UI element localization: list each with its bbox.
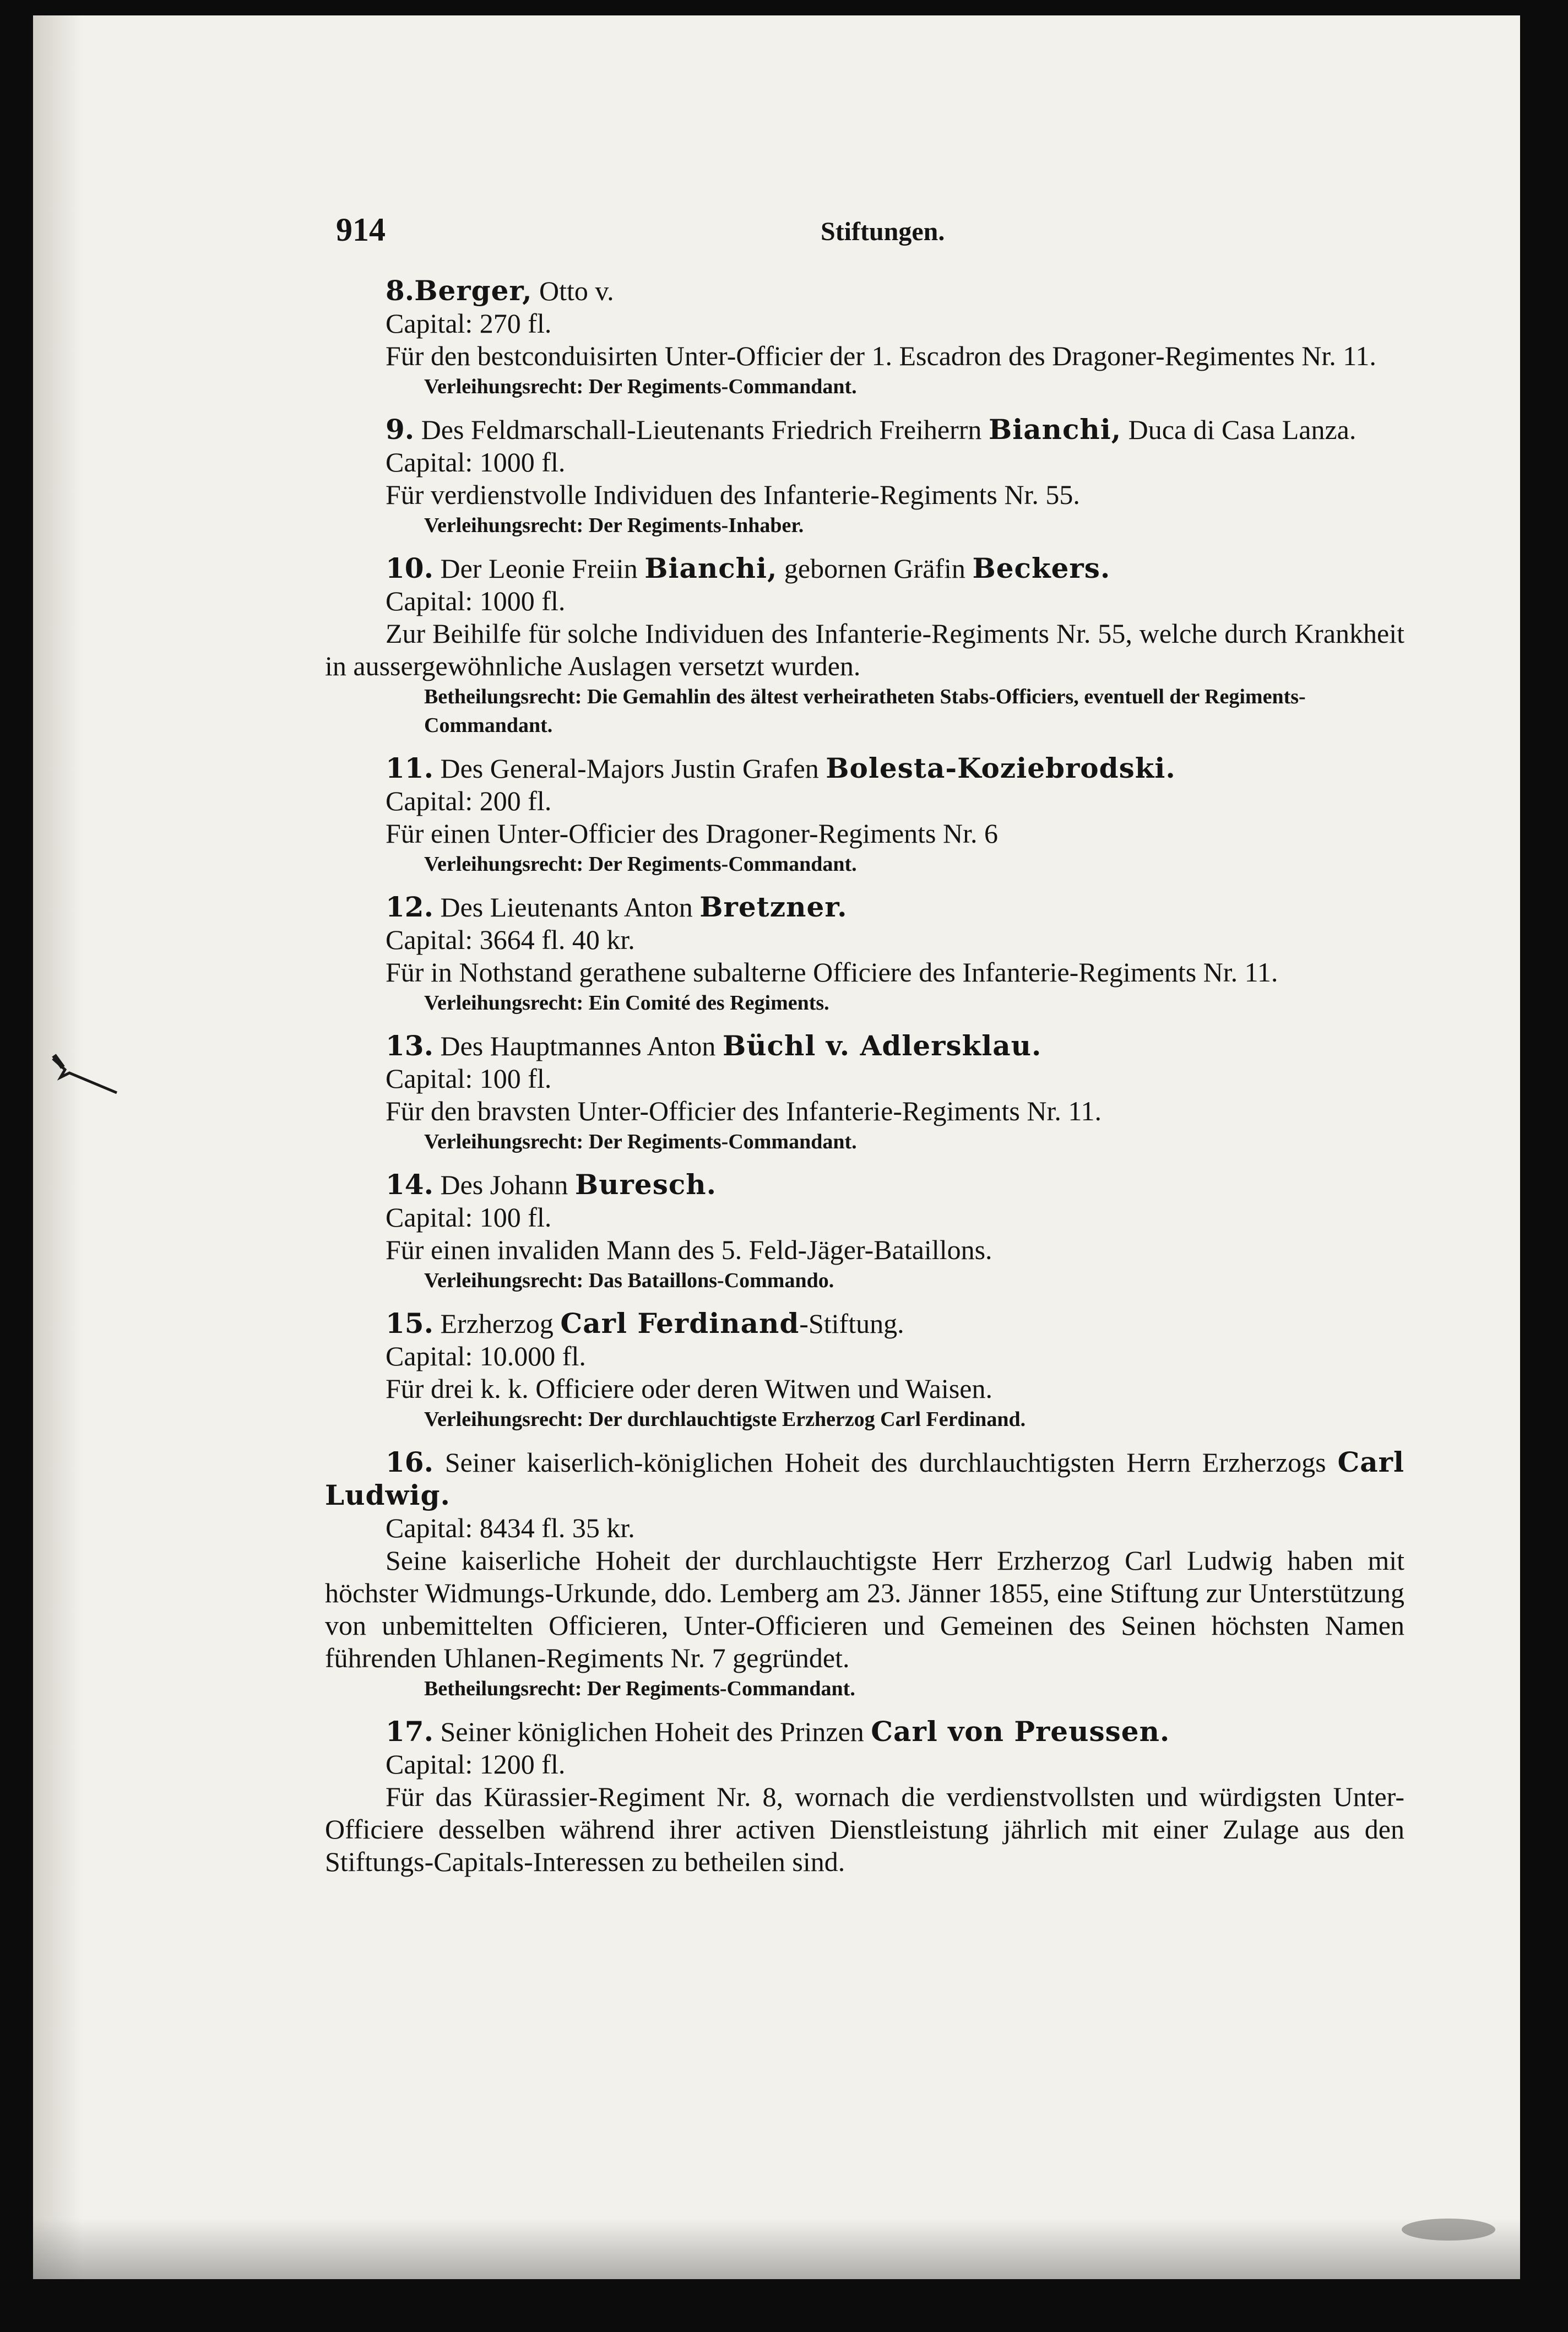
entry-number: 16.	[386, 1446, 433, 1478]
entry-number: 17.	[386, 1715, 433, 1748]
entry-title	[325, 752, 1404, 785]
capital-line: Capital: 200 fl.	[386, 785, 552, 816]
award-right-label: Verleihungsrecht:	[424, 1408, 584, 1431]
award-right-label: Verleihungsrecht:	[424, 375, 584, 398]
award-right-label: Verleihungsrecht:	[424, 853, 584, 876]
award-right-label: Verleihungsrecht:	[424, 1269, 584, 1292]
award-right-label: Betheilungsrecht:	[424, 1677, 582, 1700]
award-right-line	[325, 850, 1404, 878]
foundation-entry	[325, 752, 1404, 878]
entry-number: 10.	[386, 552, 433, 584]
award-right-holder: Der Regiments-Inhaber.	[583, 514, 804, 537]
entry-description: Für in Nothstand gerathene subalterne Officiere des Infanterie-Regiments Nr. 11.	[386, 957, 1278, 988]
entry-description: Für drei k. k. Officiere oder deren Witwen und Waisen.	[386, 1373, 992, 1404]
award-right-label: Verleihungsrecht:	[424, 1130, 584, 1153]
foundation-entry	[325, 1446, 1404, 1703]
title-text: Des General-Majors Justin Grafen	[433, 753, 826, 784]
entry-description: Seine kaiserliche Hoheit der durchlauchtigste Herr Erzherzog Carl Ludwig haben mit höchster Widmungs-Urkunde, ddo. Lemberg am 23. Jänner 1855, eine Stiftung zur Unterstützung von unbemittelten Officieren, Unter-Officieren und Gemeinen des Seinen höchsten Namen führenden Uhlanen-Regiments Nr. 7 gegründet.	[325, 1545, 1404, 1673]
foundation-list	[325, 274, 1404, 1890]
founder-name: Beckers.	[972, 552, 1111, 584]
capital-line: Capital: 1000 fl.	[386, 447, 566, 478]
founder-name: Bianchi,	[988, 413, 1122, 446]
entry-number: 13.	[386, 1029, 433, 1062]
entry-title	[325, 1715, 1404, 1748]
founder-name: Bianchi,	[644, 552, 778, 584]
capital-line: Capital: 100 fl.	[386, 1063, 552, 1094]
award-right-label: Verleihungsrecht:	[424, 514, 584, 537]
foundation-entry	[325, 1029, 1404, 1156]
capital-line: Capital: 10.000 fl.	[386, 1341, 586, 1371]
award-right-line	[325, 1127, 1404, 1156]
entry-title	[325, 552, 1404, 585]
entry-description: Für einen Unter-Officier des Dragoner-Regiments Nr. 6	[386, 818, 999, 849]
founder-name: Berger,	[414, 274, 533, 307]
entry-description: Für das Kürassier-Regiment Nr. 8, wornach die verdienstvollsten und würdigsten Unter-Officiere desselben während ihrer activen Dienstleistung jährlich mit einer Zulage aus den Stiftungs-Capitals-Interessen zu betheilen sind.	[325, 1781, 1404, 1877]
award-right-holder: Der durchlauchtigste Erzherzog Carl Ferdinand.	[583, 1408, 1026, 1431]
entry-number: 12.	[386, 891, 433, 923]
founder-name: Carl von Preussen.	[871, 1715, 1170, 1748]
page-number: 914	[336, 211, 386, 248]
award-right-holder: Das Bataillons-Commando.	[583, 1269, 834, 1292]
award-right-holder: Der Regiments-Commandant.	[583, 375, 857, 398]
title-text: Des Feldmarschall-Lieutenants Friedrich Freiherrn	[414, 414, 989, 445]
foundation-entry	[325, 552, 1404, 740]
entry-title	[325, 1446, 1404, 1512]
award-right-line	[325, 372, 1404, 401]
title-text: gebornen Gräfin	[777, 553, 973, 584]
book-page	[33, 15, 1520, 2279]
capital-line: Capital: 1200 fl.	[386, 1749, 566, 1780]
award-right-line	[325, 1674, 1404, 1703]
founder-name: Büchl v. Adlersklau.	[722, 1029, 1042, 1062]
foundation-entry	[325, 1307, 1404, 1434]
running-title: Stiftungen.	[821, 217, 945, 246]
award-right-line	[325, 682, 1404, 740]
title-text: -Stiftung.	[799, 1308, 904, 1339]
award-right-holder: Ein Comité des Regiments.	[583, 991, 829, 1015]
foundation-entry	[325, 1168, 1404, 1295]
entry-number: 14.	[386, 1168, 433, 1201]
entry-description: Für verdienstvolle Individuen des Infanterie-Regiments Nr. 55.	[386, 479, 1080, 510]
entry-description: Zur Beihilfe für solche Individuen des Infanterie-Regiments Nr. 55, welche durch Krankheit in aussergewöhnliche Auslagen versetzt wurden.	[325, 618, 1404, 681]
entry-number: 9.	[386, 413, 415, 446]
entry-title	[325, 1168, 1404, 1201]
title-text: Erzherzog	[433, 1308, 561, 1339]
entry-title	[325, 1029, 1404, 1062]
entry-title	[325, 1307, 1404, 1340]
running-head	[336, 211, 1399, 255]
award-right-line	[325, 989, 1404, 1017]
entry-title	[325, 413, 1404, 446]
founder-name: Carl Ferdinand	[560, 1307, 800, 1339]
title-text: Des Johann	[433, 1169, 575, 1200]
award-right-holder: Der Regiments-Commandant.	[583, 853, 857, 876]
award-right-holder: Der Regiments-Commandant.	[582, 1677, 855, 1700]
award-right-label: Verleihungsrecht:	[424, 991, 584, 1015]
title-text: Duca di Casa Lanza.	[1121, 414, 1357, 445]
foundation-entry	[325, 274, 1404, 401]
title-text: Seiner königlichen Hoheit des Prinzen	[433, 1716, 871, 1747]
capital-line: Capital: 1000 fl.	[386, 585, 566, 616]
entry-description: Für den bestconduisirten Unter-Officier der 1. Escadron des Dragoner-Regimentes Nr. 11.	[386, 340, 1376, 371]
title-text: Der Leonie Freiin	[433, 553, 645, 584]
entry-title	[325, 891, 1404, 924]
award-right-holder: Der Regiments-Commandant.	[583, 1130, 857, 1153]
title-text: Seiner kaiserlich-königlichen Hoheit des durchlauchtigsten Herrn Erzherzogs	[433, 1447, 1338, 1478]
title-text: Otto v.	[532, 275, 614, 306]
founder-name: Bretzner.	[699, 891, 848, 923]
founder-name: Bolesta-Koziebrodski.	[826, 752, 1176, 784]
award-right-line	[325, 1405, 1404, 1434]
corner-smudge-icon	[1388, 2213, 1498, 2246]
foundation-entry	[325, 891, 1404, 1017]
capital-line: Capital: 3664 fl. 40 kr.	[386, 924, 635, 955]
founder-name: Buresch.	[574, 1168, 717, 1201]
award-right-line	[325, 511, 1404, 540]
entry-description: Für den bravsten Unter-Officier des Infanterie-Regiments Nr. 11.	[386, 1096, 1102, 1126]
title-text: Des Hauptmannes Anton	[433, 1031, 723, 1061]
entry-number: 15.	[386, 1307, 433, 1339]
entry-description: Für einen invaliden Mann des 5. Feld-Jäger-Bataillons.	[386, 1234, 992, 1265]
entry-number: 11.	[386, 752, 433, 784]
award-right-holder: Die Gemahlin des ältest verheiratheten Stabs-Officiers, eventuell der Regiments-Commandant.	[424, 685, 1306, 737]
capital-line: Capital: 270 fl.	[386, 308, 552, 339]
foundation-entry	[325, 1715, 1404, 1878]
founder-name: Carl Ludwig.	[325, 1446, 1404, 1511]
foundation-entry	[325, 413, 1404, 540]
award-right-label: Betheilungsrecht:	[424, 685, 582, 708]
capital-line: Capital: 8434 fl. 35 kr.	[386, 1512, 635, 1543]
title-text: Des Lieutenants Anton	[433, 892, 700, 923]
entry-number: 8.	[386, 274, 415, 307]
award-right-line	[325, 1266, 1404, 1295]
entry-title	[325, 274, 1404, 307]
capital-line: Capital: 100 fl.	[386, 1202, 552, 1233]
margin-mark-icon	[48, 1051, 120, 1095]
